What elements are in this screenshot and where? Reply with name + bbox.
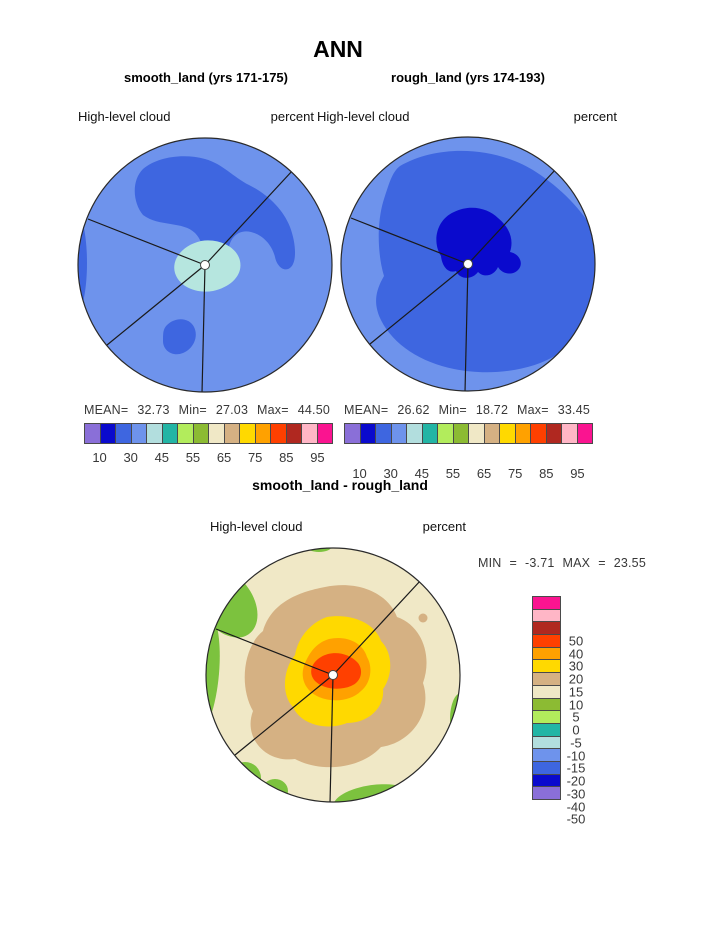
colorbar-tick-label: 30 (568, 658, 584, 674)
max-label: Max= (517, 403, 549, 417)
left-colorbar-ticks (84, 450, 333, 466)
colorbar-cell (194, 424, 210, 443)
min-label: Min= (178, 403, 207, 417)
pole-marker (201, 261, 210, 270)
colorbar-tick-label: 5 (572, 709, 580, 725)
colorbar-tick-label: 20 (568, 671, 584, 687)
colorbar-tick-label: -5 (570, 735, 582, 751)
colorbar-cell (438, 424, 454, 443)
right-panel-label-row (317, 109, 617, 124)
colorbar-tick-label: 10 (568, 697, 584, 712)
colorbar-tick-label: 85 (539, 466, 554, 481)
colorbar-cell (147, 424, 163, 443)
colorbar-cell (516, 424, 532, 443)
colorbar-cell (454, 424, 470, 443)
colorbar-tick-label: 45 (414, 466, 430, 481)
pole-marker (329, 671, 338, 680)
page-title: ANN (313, 36, 363, 62)
colorbar-cell (407, 424, 423, 443)
right-units-label: percent (573, 109, 617, 124)
max-label: Max= (257, 403, 289, 417)
equals-sign: = (598, 556, 606, 570)
colorbar-tick-label: 10 (352, 466, 367, 481)
colorbar-cell (101, 424, 117, 443)
left-colorbar (84, 423, 333, 444)
mean-label: MEAN= (344, 403, 389, 417)
colorbar-tick-label: 15 (568, 684, 584, 700)
colorbar-cell (562, 424, 578, 443)
colorbar-cell (271, 424, 287, 443)
colorbar-cell (178, 424, 194, 443)
left-field-label: High-level cloud (78, 109, 171, 124)
colorbar-cell (85, 424, 101, 443)
colorbar-cell (423, 424, 439, 443)
mean-value: 32.73 (137, 403, 170, 417)
right-panel-subtitle: rough_land (yrs 174-193) (391, 70, 545, 85)
colorbar-tick-label: -20 (566, 773, 586, 789)
colorbar-tick-label: 55 (445, 466, 461, 481)
colorbar-cell (116, 424, 132, 443)
colorbar-tick-label: 30 (123, 450, 138, 465)
equals-sign: = (509, 556, 518, 570)
colorbar-tick-label: 75 (247, 450, 263, 465)
colorbar-tick-label: 50 (568, 633, 584, 649)
colorbar-cell (287, 424, 303, 443)
diff-title: smooth_land - rough_land (252, 477, 428, 493)
diff-units-label: percent (422, 519, 466, 534)
right-field-label: High-level cloud (317, 109, 410, 124)
colorbar-cell (500, 424, 516, 443)
colorbar-cell (318, 424, 333, 443)
right-stats-row (344, 403, 590, 417)
colorbar-tick-label: 30 (383, 466, 398, 481)
colorbar-tick-label: 55 (185, 450, 201, 465)
colorbar-tick-label: 95 (570, 466, 585, 481)
colorbar-cell (376, 424, 392, 443)
colorbar-tick-label: 95 (310, 450, 325, 465)
colorbar-tick-label: 85 (279, 450, 294, 465)
right-polar-map (336, 132, 600, 396)
colorbar-cell (302, 424, 318, 443)
diff-polar-map (201, 543, 465, 807)
colorbar-tick-label: -40 (566, 799, 586, 814)
diff-min-value: -3.71 (525, 556, 555, 570)
colorbar-tick-label: 10 (92, 450, 107, 465)
mean-value: 26.62 (397, 403, 430, 417)
colorbar-cell (132, 424, 148, 443)
colorbar-cell (225, 424, 241, 443)
colorbar-cell (469, 424, 485, 443)
left-panel-subtitle: smooth_land (yrs 171-175) (123, 70, 288, 85)
min-value: 27.03 (215, 403, 249, 417)
colorbar-cell (533, 597, 560, 610)
colorbar-cell (578, 424, 593, 443)
diff-min-label: MIN (478, 556, 502, 570)
right-colorbar (344, 423, 593, 444)
diff-max-value: 23.55 (613, 556, 646, 570)
colorbar-cell (531, 424, 547, 443)
colorbar-tick-label: -30 (566, 786, 586, 802)
contour-dot-tan (419, 614, 428, 623)
diff-colorbar-labels (556, 628, 596, 832)
colorbar-tick-label: 75 (507, 466, 523, 481)
max-value: 44.50 (297, 403, 330, 417)
left-stats-row (84, 403, 330, 417)
colorbar-cell (163, 424, 179, 443)
diff-minmax-row (478, 556, 646, 570)
colorbar-cell (361, 424, 377, 443)
colorbar-cell (533, 610, 560, 623)
diff-field-label: High-level cloud (210, 519, 303, 534)
pole-marker (464, 260, 473, 269)
colorbar-cell (485, 424, 501, 443)
diff-max-label: MAX (562, 556, 591, 570)
colorbar-tick-label: -50 (566, 811, 586, 827)
colorbar-cell (547, 424, 563, 443)
colorbar-cell (392, 424, 408, 443)
min-label: Min= (438, 403, 467, 417)
mean-label: MEAN= (84, 403, 129, 417)
colorbar-cell (240, 424, 256, 443)
min-value: 18.72 (475, 403, 509, 417)
colorbar-tick-label: 0 (572, 722, 580, 738)
left-panel-label-row (78, 109, 314, 124)
diff-label-row (210, 519, 466, 534)
colorbar-cell (209, 424, 225, 443)
max-value: 33.45 (557, 403, 590, 417)
colorbar-tick-label: 40 (568, 646, 584, 661)
colorbar-tick-label: 45 (154, 450, 170, 465)
left-units-label: percent (270, 109, 314, 124)
colorbar-tick-label: 65 (216, 450, 232, 465)
left-polar-map (73, 133, 337, 397)
colorbar-cell (345, 424, 361, 443)
colorbar-cell (256, 424, 272, 443)
colorbar-tick-label: 65 (476, 466, 492, 481)
colorbar-tick-label: -15 (566, 760, 586, 776)
colorbar-tick-label: -10 (566, 748, 586, 763)
